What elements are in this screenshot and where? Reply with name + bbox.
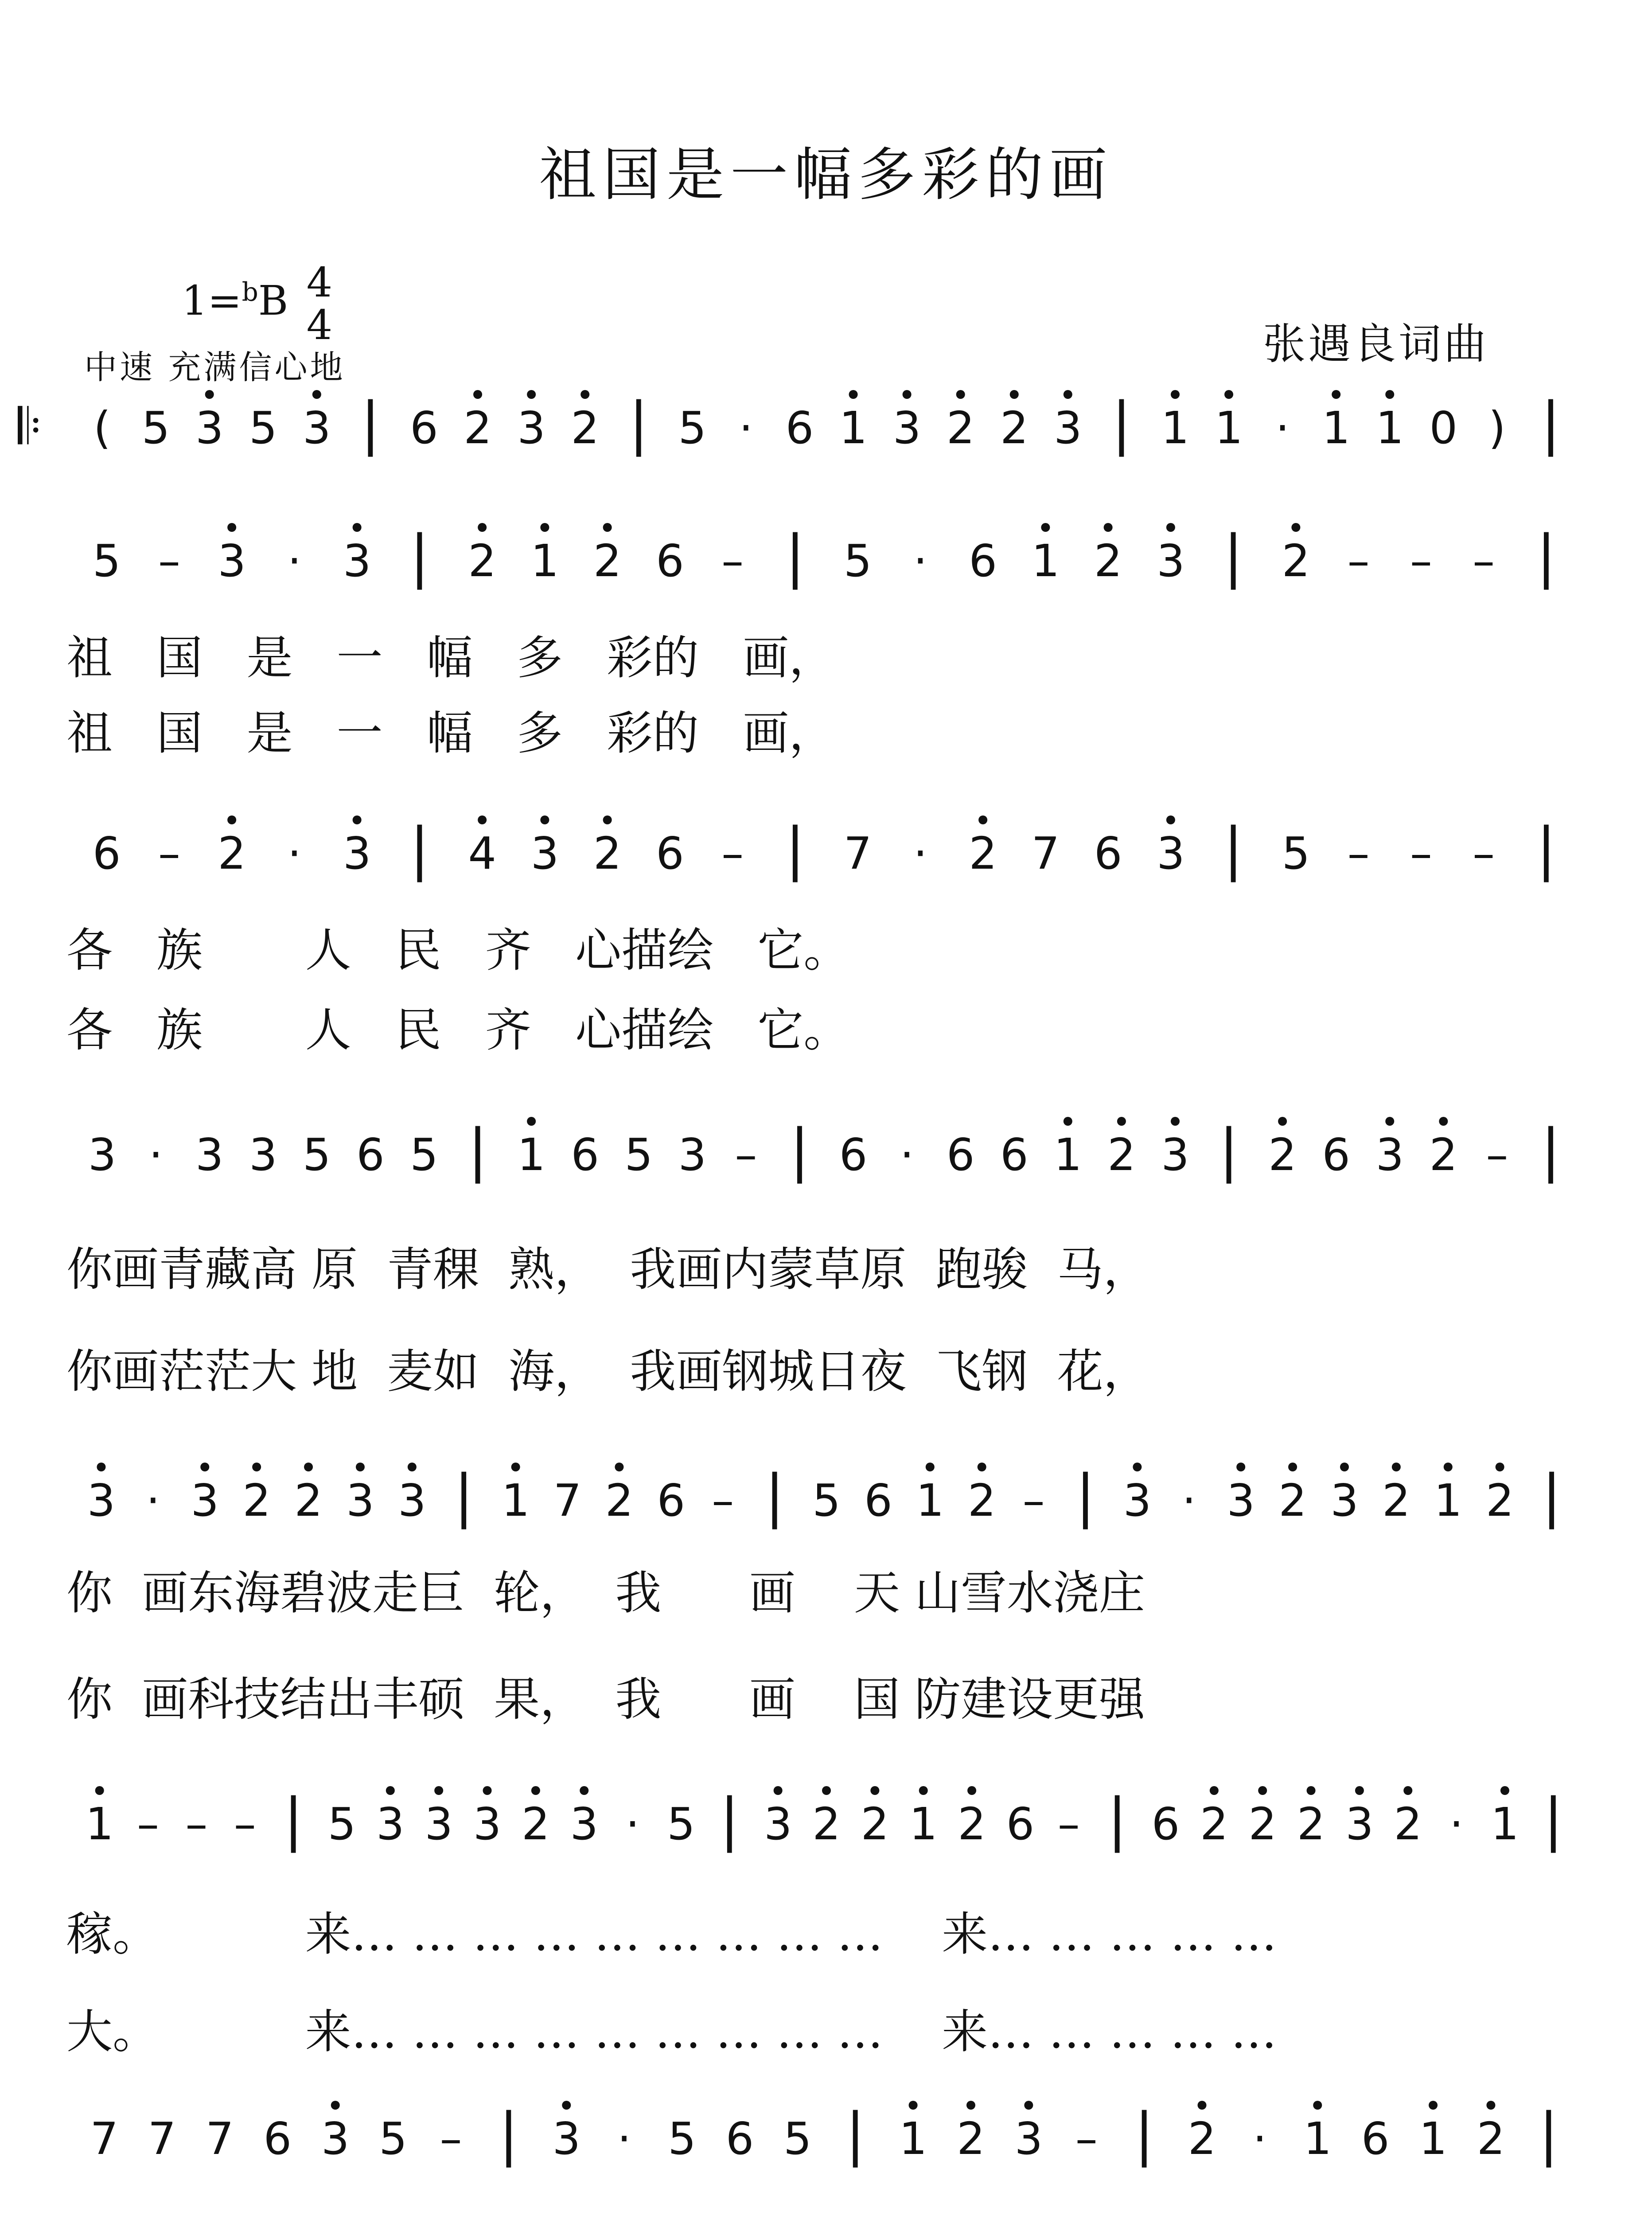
octave-dot [1429,2101,1438,2110]
note-symbol: · [913,535,927,587]
barline: | [1536,523,1556,590]
note-symbol: 6 [1361,2113,1390,2165]
note-symbol: 3 [425,1798,453,1850]
note-symbol: 1 [916,1475,944,1526]
lyric-line-2-verse-2: 各 族 人 民 齐 心描绘 它。 [66,1003,850,1057]
barline: | [1107,1786,1127,1853]
note-symbol: 6 [725,2113,754,2165]
note-symbol: 2 [1382,1475,1410,1526]
note-symbol: · [287,535,302,587]
lyric-line-5-verse-1: 稼。 来… … … … … … … … … 来… … … … … [66,1907,1277,1961]
lyric-line-2-verse-1: 各 族 人 民 齐 心描绘 它。 [66,923,850,977]
barline: | [845,2100,865,2168]
note-symbol: – [735,1129,757,1181]
note-symbol: 2 [571,402,599,454]
note-symbol: 3 [88,1129,117,1181]
octave-dot [603,523,612,532]
octave-dot [408,1463,417,1471]
octave-dot [1210,1786,1219,1795]
octave-dot [1024,2101,1033,2110]
note-symbol: 2 [1000,402,1029,454]
repeat-open-sign: 𝄆 [18,398,42,455]
octave-dot [540,815,549,824]
note-symbol: 2 [946,402,975,454]
key-letter: B [258,277,288,324]
octave-dot [1307,1786,1316,1795]
octave-dot [312,390,321,399]
octave-dot [1403,1786,1412,1795]
note-symbol: – [185,1798,208,1850]
tempo-marking: 中速 充满信心地 [84,348,346,386]
note-symbol: 3 [530,827,559,879]
octave-dot [603,815,612,824]
note-symbol: 6 [1006,1798,1035,1850]
note-symbol: 3 [1330,1475,1359,1526]
note-symbol: 6 [571,1129,599,1181]
octave-dot [1104,523,1113,532]
octave-dot [822,1786,831,1795]
octave-dot [615,1463,623,1471]
octave-dot [478,523,487,532]
note-symbol: – [1410,827,1432,879]
octave-dot [849,390,858,399]
octave-dot [1291,523,1300,532]
octave-dot [540,523,549,532]
note-symbol: 3 [678,1129,707,1181]
note-symbol: 6 [969,535,997,587]
lyric-line-3-verse-1: 你画青藏高 原 青稞 熟， 我画内蒙草原 跑骏 马， [66,1242,1149,1296]
note-symbol: 2 [957,2113,985,2165]
note-symbol: 3 [1161,1129,1189,1181]
note-symbol: 3 [570,1798,599,1850]
note-symbol: 6 [1000,1129,1029,1181]
octave-dot [967,1786,976,1795]
time-signature-bottom: 4 [306,301,333,349]
note-symbol: 1 [839,402,868,454]
note-symbol: · [625,1798,640,1850]
note-symbol: 2 [218,827,246,879]
octave-dot [1258,1786,1267,1795]
barline: | [1536,815,1556,882]
note-symbol: 2 [1107,1129,1136,1181]
note-symbol: ) [1488,402,1506,454]
octave-dot [1278,1117,1287,1126]
lyric-line-4-verse-1: 你 画东海碧波走巨 轮， 我 画 天 山雪水浇庄 [66,1566,1145,1620]
octave-dot [1288,1463,1297,1471]
note-symbol: · [900,1129,914,1181]
note-symbol: · [148,1129,163,1181]
note-symbol: – [1347,827,1370,879]
note-symbol: · [617,2113,631,2165]
barline: | [1111,390,1131,457]
note-symbol: 3 [346,1475,374,1526]
note-symbol: 1 [1322,402,1350,454]
note-symbol: 3 [191,1475,219,1526]
note-symbol: – [1057,1798,1080,1850]
note-symbol: 5 [1282,827,1310,879]
note-symbol: 3 [764,1798,792,1850]
note-symbol: 2 [958,1798,986,1850]
note-symbol: 2 [861,1798,889,1850]
note-symbol: 5 [141,402,170,454]
lyric-line-3-verse-2: 你画茫茫大 地 麦如 海， 我画钢城日夜 飞钢 花， [66,1344,1149,1398]
barline: | [1541,390,1561,457]
note-symbol: 3 [321,2113,350,2165]
note-symbol: 2 [1485,1475,1514,1526]
octave-dot [956,390,965,399]
note-symbol: 3 [1054,402,1082,454]
note-symbol: 5 [92,535,121,587]
note-symbol: 7 [90,2113,119,2165]
note-symbol: – [712,1475,734,1526]
note-symbol: 1 [909,1798,938,1850]
note-symbol: – [234,1798,256,1850]
octave-dot [1236,1463,1245,1471]
lyric-line-6-verse-1 [66,2212,1097,2216]
note-symbol: 5 [812,1475,841,1526]
note-symbol: 2 [593,535,622,587]
barline: | [765,1462,785,1529]
octave-dot [1041,523,1050,532]
octave-dot [909,2101,918,2110]
barline: | [1543,1786,1563,1853]
note-symbol: 2 [812,1798,841,1850]
barline: | [790,1116,810,1184]
note-symbol: 2 [967,1475,996,1526]
barline: | [1075,1462,1095,1529]
note-symbol: – [158,827,180,879]
flat-sign: b [242,277,258,307]
octave-dot [1064,390,1072,399]
note-symbol: 3 [343,827,371,879]
octave-dot [966,2101,975,2110]
octave-dot [353,523,362,532]
note-symbol: 5 [668,2113,696,2165]
note-symbol: – [1486,1129,1508,1181]
note-symbol: 6 [656,827,684,879]
note-symbol: 6 [657,1475,686,1526]
note-symbol: 6 [1322,1129,1350,1181]
note-symbol: 3 [1123,1475,1152,1526]
barline: | [785,523,805,590]
note-symbol: 6 [656,535,684,587]
note-symbol: 1 [899,2113,927,2165]
octave-dot [1486,2101,1495,2110]
octave-dot [1198,2101,1207,2110]
note-symbol: · [1182,1475,1196,1526]
note-symbol: 6 [410,402,438,454]
note-symbol: 3 [343,535,371,587]
note-symbol: 2 [1268,1129,1297,1181]
key-prefix: 1= [182,277,242,324]
note-symbol: 1 [501,1475,530,1526]
note-symbol: · [1252,2113,1267,2165]
note-symbol: 3 [892,402,921,454]
note-symbol: – [721,827,744,879]
note-symbol: 1 [1161,402,1189,454]
note-symbol: 3 [303,402,331,454]
note-symbol: 3 [1345,1798,1374,1850]
barline: | [1541,1116,1561,1184]
octave-dot [1355,1786,1364,1795]
note-symbol: 1 [1491,1798,1519,1850]
barline: | [1542,1462,1562,1529]
note-symbol: 5 [667,1798,695,1850]
note-symbol: 7 [206,2113,234,2165]
time-signature-top: 4 [306,259,333,306]
note-symbol: 2 [1278,1475,1307,1526]
barline: | [1539,2100,1558,2168]
note-symbol: 1 [530,535,559,587]
octave-dot [1224,390,1233,399]
octave-dot [473,390,482,399]
note-symbol: 7 [1031,827,1060,879]
song-title: 祖国是一幅多彩的画 [538,141,1113,208]
note-symbol: 1 [1215,402,1243,454]
barline: | [720,1786,740,1853]
note-symbol: 1 [1375,402,1404,454]
note-symbol: – [1075,2113,1098,2165]
note-symbol: 6 [263,2113,292,2165]
note-symbol: 2 [605,1475,634,1526]
barline: | [409,523,429,590]
note-symbol: 7 [148,2113,176,2165]
lyric-line-1-verse-2: 祖 国 是 一 幅 多 彩的 画， [66,706,835,760]
note-symbol: 6 [946,1129,975,1181]
octave-dot [1385,390,1394,399]
octave-dot [331,2101,340,2110]
octave-dot [1385,1117,1394,1126]
octave-dot [903,390,912,399]
barline: | [1219,1116,1239,1184]
octave-dot [353,815,362,824]
octave-dot [1332,390,1340,399]
octave-dot [1313,2101,1322,2110]
note-symbol: – [721,535,744,587]
note-symbol: 2 [464,402,492,454]
note-symbol: – [158,535,180,587]
note-symbol: 3 [376,1798,405,1850]
note-symbol: 2 [242,1475,271,1526]
note-symbol: 3 [473,1798,502,1850]
note-symbol: 2 [1188,2113,1216,2165]
octave-dot [200,1463,209,1471]
octave-dot [1444,1463,1453,1471]
note-symbol: 7 [553,1475,582,1526]
note-symbol: 6 [1094,827,1122,879]
note-symbol: 3 [1157,535,1185,587]
note-symbol: 5 [379,2113,407,2165]
note-symbol: 5 [303,1129,331,1181]
octave-dot [434,1786,443,1795]
note-symbol: 3 [398,1475,426,1526]
note-symbol: 1 [1419,2113,1447,2165]
octave-dot [580,1786,588,1795]
note-symbol: 1 [1303,2113,1332,2165]
octave-dot [527,390,536,399]
note-symbol: · [913,827,927,879]
barline: | [409,815,429,882]
octave-dot [870,1786,879,1795]
barline: | [785,815,805,882]
note-symbol: 2 [1248,1798,1277,1850]
note-symbol: – [1022,1475,1045,1526]
note-symbol: 1 [85,1798,114,1850]
octave-dot [774,1786,783,1795]
octave-dot [1166,523,1175,532]
note-symbol: 2 [1200,1798,1228,1850]
note-symbol: 2 [1282,535,1310,587]
note-symbol: · [1275,402,1290,454]
barline: | [1134,2100,1154,2168]
barline: | [499,2100,518,2168]
note-symbol: 3 [87,1475,116,1526]
lyric-line-1-verse-1: 祖 国 是 一 幅 多 彩的 画， [66,631,835,685]
note-symbol: 2 [468,535,496,587]
octave-dot [1010,390,1019,399]
note-symbol: 2 [1477,2113,1505,2165]
note-symbol: 2 [1394,1798,1422,1850]
octave-dot [227,523,236,532]
note-symbol: 1 [1434,1475,1462,1526]
note-symbol: 4 [468,827,496,879]
composer-credit: 张遇良词曲 [1263,319,1489,369]
note-symbol: 3 [517,402,545,454]
octave-dot [1500,1786,1509,1795]
note-symbol: 2 [1429,1129,1458,1181]
octave-dot [1171,390,1180,399]
barline: | [468,1116,487,1184]
note-symbol: 1 [1031,535,1060,587]
octave-dot [1340,1463,1349,1471]
octave-dot [97,1463,105,1471]
note-symbol: · [739,402,753,454]
note-symbol: · [146,1475,160,1526]
octave-dot [1439,1117,1448,1126]
lyric-line-4-verse-2: 你 画科技结出丰硕 果， 我 画 国 防建设更强 [66,1672,1145,1726]
barline: | [360,390,380,457]
octave-dot [919,1786,928,1795]
note-symbol: – [1347,535,1370,587]
octave-dot [356,1463,365,1471]
octave-dot [978,815,987,824]
note-symbol: – [440,2113,462,2165]
barline: | [454,1462,474,1529]
octave-dot [478,815,487,824]
octave-dot [386,1786,395,1795]
octave-dot [978,1463,986,1471]
note-symbol: 3 [195,1129,224,1181]
note-symbol: 3 [249,1129,277,1181]
lyric-line-5-verse-2: 大。 来… … … … … … … … … 来… … … … … [66,2005,1277,2059]
note-symbol: – [1473,827,1495,879]
note-symbol: 2 [522,1798,550,1850]
octave-dot [304,1463,313,1471]
octave-dot [1166,815,1175,824]
note-symbol: 1 [1054,1129,1082,1181]
note-symbol: · [287,827,302,879]
note-symbol: · [1449,1798,1464,1850]
note-symbol: 2 [593,827,622,879]
note-symbol: 5 [249,402,277,454]
barline: | [1223,523,1243,590]
note-symbol: – [1473,535,1495,587]
octave-dot [1117,1117,1126,1126]
octave-dot [1392,1463,1401,1471]
note-symbol: 6 [1151,1798,1180,1850]
octave-dot [1064,1117,1072,1126]
octave-dot [205,390,214,399]
octave-dot [1133,1463,1142,1471]
note-symbol: 5 [783,2113,812,2165]
note-symbol: 1 [517,1129,545,1181]
octave-dot [483,1786,492,1795]
barline: | [1223,815,1243,882]
note-symbol: 5 [410,1129,438,1181]
octave-dot [227,815,236,824]
note-symbol: 3 [1227,1475,1255,1526]
octave-dot [531,1786,540,1795]
note-symbol: 2 [1094,535,1122,587]
note-symbol: 3 [1375,1129,1404,1181]
note-symbol: 6 [785,402,814,454]
note-symbol: 6 [356,1129,385,1181]
octave-dot [581,390,589,399]
note-symbol: 6 [864,1475,892,1526]
note-symbol: 3 [1014,2113,1043,2165]
note-symbol: 2 [969,827,997,879]
barline: | [629,390,649,457]
note-symbol: 3 [195,402,224,454]
note-symbol: 6 [839,1129,868,1181]
octave-dot [527,1117,536,1126]
note-symbol: 2 [1297,1798,1325,1850]
octave-dot [1171,1117,1180,1126]
note-symbol: 3 [218,535,246,587]
octave-dot [252,1463,261,1471]
octave-dot [1496,1463,1504,1471]
note-symbol: 3 [552,2113,581,2165]
note-symbol: 5 [327,1798,356,1850]
octave-dot [95,1786,104,1795]
note-symbol: ( [94,402,111,454]
barline: | [284,1786,304,1853]
octave-dot [511,1463,520,1471]
note-symbol: 5 [678,402,707,454]
note-symbol: 3 [1157,827,1185,879]
note-symbol: – [137,1798,160,1850]
note-symbol: – [1410,535,1432,587]
note-symbol: 2 [294,1475,323,1526]
note-symbol: 6 [92,827,121,879]
note-symbol: 7 [843,827,872,879]
note-symbol: 5 [624,1129,653,1181]
octave-dot [926,1463,935,1471]
octave-dot [562,2101,571,2110]
note-symbol: 5 [843,535,872,587]
note-symbol: 0 [1429,402,1458,454]
